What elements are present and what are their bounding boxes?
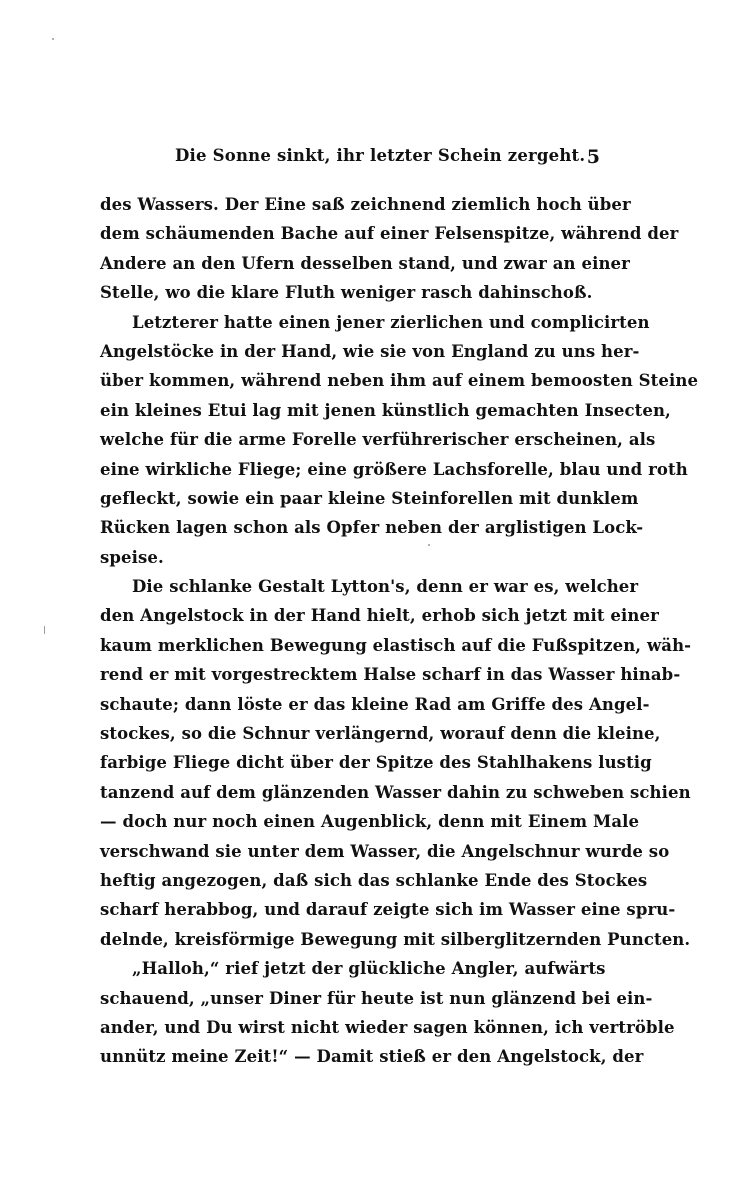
text-line: Angelstöcke in der Hand, wie sie von England zu uns her- xyxy=(100,341,640,361)
text-line: ein kleines Etui lag mit jenen künstlich gemachten Insecten, xyxy=(100,400,671,420)
running-head xyxy=(100,146,600,170)
text-line: tanzend auf dem glänzenden Wasser dahin zu schweben schien xyxy=(100,782,691,802)
text-line: dem schäumenden Bache auf einer Felsenspitze, während der xyxy=(100,224,679,244)
text-line: — doch nur noch einen Augenblick, denn mit Einem Male xyxy=(100,812,640,832)
running-title: Die Sonne sinkt, ihr letzter Schein zergeht. xyxy=(175,146,586,165)
paper-speck xyxy=(52,38,54,40)
text-line: heftig angezogen, daß sich das schlanke Ende des Stockes xyxy=(100,870,648,890)
page-number: 5 xyxy=(586,146,600,168)
text-line: schaute; dann löste er das kleine Rad am Griffe des Angel- xyxy=(100,694,650,714)
text-line: verschwand sie unter dem Wasser, die Angelschnur wurde so xyxy=(100,841,670,861)
text-line: Rücken lagen schon als Opfer neben der arglistigen Lock- xyxy=(100,518,644,538)
text-line: Die schlanke Gestalt Lytton's, denn er war es, welcher xyxy=(132,577,639,597)
text-line: Letzterer hatte einen jener zierlichen und complicirten xyxy=(132,312,650,332)
text-line: stockes, so die Schnur verlängernd, worauf denn die kleine, xyxy=(100,724,661,744)
text-line: „Halloh,“ rief jetzt der glückliche Angler, aufwärts xyxy=(132,959,606,979)
text-line: kaum merklichen Bewegung elastisch auf die Fußspitzen, wäh- xyxy=(100,635,692,655)
text-line: welche für die arme Forelle verführerischer erscheinen, als xyxy=(100,430,656,450)
text-line: farbige Fliege dicht über der Spitze des Stahlhakens lustig xyxy=(100,753,652,773)
text-line: eine wirkliche Fliege; eine größere Lachsforelle, blau und roth xyxy=(100,459,688,479)
text-line: delnde, kreisförmige Bewegung mit silberglitzernden Puncten. xyxy=(100,929,691,949)
text-line: unnütz meine Zeit!“ — Damit stieß er den Angelstock, der xyxy=(100,1047,644,1067)
text-line: schauend, „unser Diner für heute ist nun glänzend bei ein- xyxy=(100,988,653,1008)
body-text xyxy=(100,190,699,1072)
paper-speck xyxy=(428,544,430,546)
text-line: speise. xyxy=(100,547,164,567)
text-line: Stelle, wo die klare Fluth weniger rasch dahinschoß. xyxy=(100,283,593,303)
text-line: den Angelstock in der Hand hielt, erhob sich jetzt mit einer xyxy=(100,606,659,626)
paper-speck xyxy=(44,626,45,634)
text-line: scharf herabbog, und darauf zeigte sich im Wasser eine spru- xyxy=(100,900,676,920)
text-line: Andere an den Ufern desselben stand, und zwar an einer xyxy=(100,253,630,273)
text-line: des Wassers. Der Eine saß zeichnend ziemlich hoch über xyxy=(100,195,631,214)
text-line: gefleckt, sowie ein paar kleine Steinforellen mit dunklem xyxy=(100,488,639,508)
text-line: über kommen, während neben ihm auf einem bemoosten Steine xyxy=(100,371,699,391)
text-line: rend er mit vorgestrecktem Halse scharf in das Wasser hinab- xyxy=(100,665,681,685)
text-line: ander, und Du wirst nicht wieder sagen können, ich vertröble xyxy=(100,1017,675,1037)
